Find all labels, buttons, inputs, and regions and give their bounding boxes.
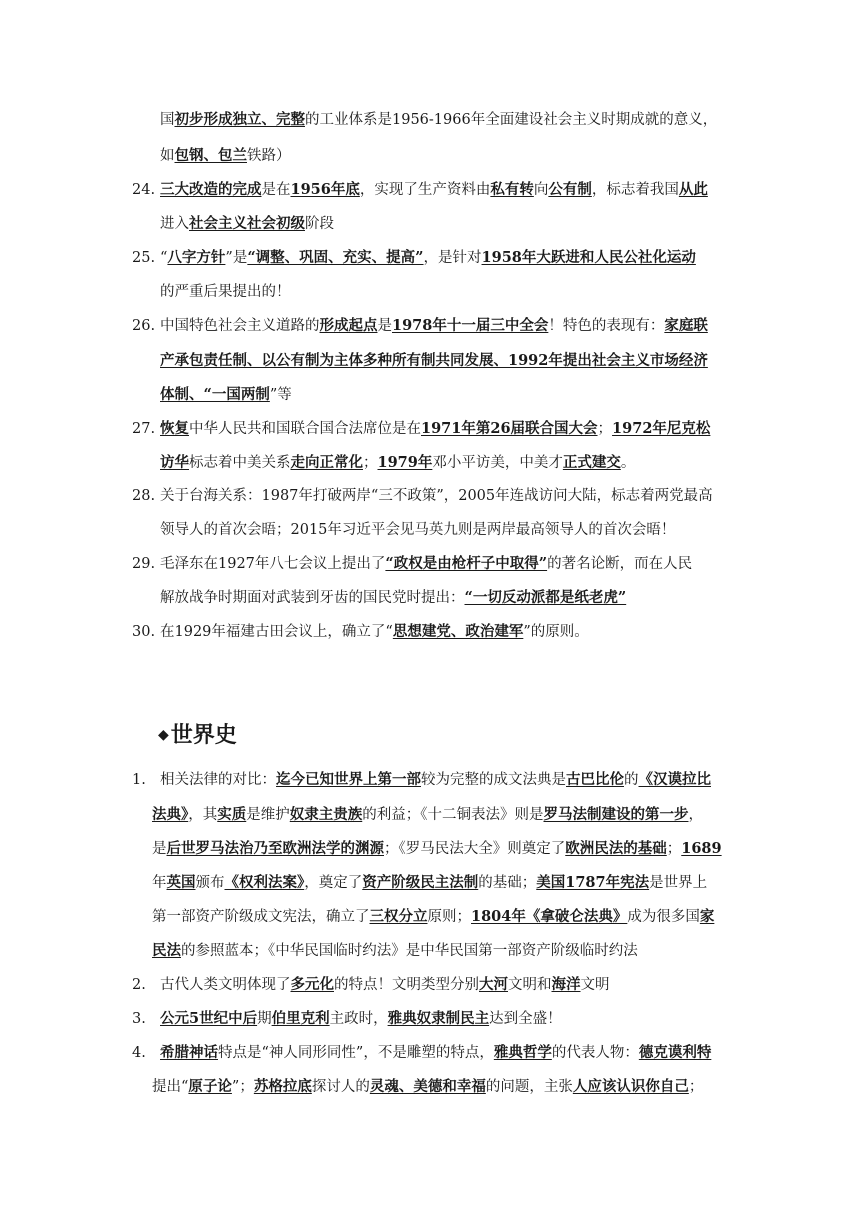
text-run: 的著名论断，而在人民 (547, 556, 693, 572)
text-run: 铁路） (247, 148, 291, 164)
text-run: 解放战争时期面对武装到牙齿的国民党时提出： (160, 590, 465, 606)
key-term: 《权利法案》 (224, 874, 305, 891)
text-line (160, 520, 675, 540)
text-run: 的严重后果提出的！ (160, 284, 291, 300)
key-term: 大河 (479, 976, 508, 993)
key-term: 伯里克利 (271, 1010, 330, 1027)
list-item-4 (132, 1043, 711, 1063)
key-term: 实质 (217, 806, 247, 823)
key-term: 公有制 (548, 181, 592, 198)
list-number: 2. (132, 977, 146, 993)
key-term: 迄今已知世界上第一部 (276, 771, 421, 788)
key-term: “一切反动派都是纸老虎” (464, 589, 627, 606)
text-line (160, 385, 292, 405)
key-term: 访华 (160, 454, 189, 471)
list-number: 29. (132, 556, 156, 572)
list-item-3 (132, 1009, 562, 1029)
key-term: 灵魂、美德和幸福 (369, 1078, 486, 1095)
text-run: 的基础； (478, 875, 537, 891)
text-run: 。 (620, 455, 636, 471)
text-run: 文明和 (508, 977, 552, 993)
key-term: 社会主义社会初级 (189, 215, 305, 232)
list-item-30 (132, 622, 589, 642)
text-run: 原则； (427, 909, 471, 925)
key-term: 多元化 (290, 976, 334, 993)
list-item-29 (132, 554, 692, 574)
text-run: ； (666, 841, 682, 857)
key-term: 1689 (681, 840, 722, 857)
key-term: 苏格拉底 (253, 1078, 312, 1095)
key-term: 民法 (152, 942, 181, 959)
text-run: ，其 (188, 807, 218, 823)
key-term: 雅典哲学 (493, 1044, 552, 1061)
list-number: 3. (132, 1011, 146, 1027)
text-run: ”； (231, 1079, 254, 1095)
text-run: 古代人类文明体现了 (160, 977, 291, 993)
text-run: ；《罗马民法大全》则奠定了 (384, 841, 566, 857)
text-line (160, 282, 291, 302)
text-run: “ (160, 250, 168, 266)
text-run: 进入 (160, 216, 189, 232)
text-run: 阶段 (305, 216, 334, 232)
list-item-24 (132, 180, 708, 200)
text-run: ！特色的表现有： (548, 318, 665, 334)
text-line (160, 588, 626, 608)
text-run: 国 (160, 112, 175, 128)
text-run: 的工业体系是1956-1966年全面建设社会主义时期成就的意义， (305, 112, 718, 128)
key-term: 私有转 (490, 181, 534, 198)
key-term: 古巴比伦 (566, 771, 624, 788)
key-term: 《汉谟拉比 (638, 771, 711, 788)
key-term: 1971年第26届联合国大会 (421, 420, 598, 437)
key-term: 罗马法制建设的第一步 (543, 806, 689, 823)
text-run: 年 (152, 875, 167, 891)
key-term: 美国1787年宪法 (536, 874, 650, 891)
list-item-2 (132, 975, 610, 995)
list-number: 1. (132, 772, 146, 788)
text-run: ”等 (269, 387, 292, 403)
text-run: 是维护 (246, 807, 290, 823)
key-term: 公元5世纪中后 (160, 1010, 258, 1027)
text-run: 如 (160, 148, 175, 164)
key-term: 欧洲民法的基础 (565, 840, 667, 857)
text-run: 提出“ (152, 1079, 189, 1095)
text-run: 探讨人的 (311, 1079, 370, 1095)
list-number: 4. (132, 1045, 146, 1061)
key-term: 产承包责任制、以公有制为主体多种所有制共同发展、1992年提出社会主义市场经济 (160, 352, 708, 369)
text-run: 是 (377, 318, 392, 334)
text-run: 第一部资产阶级成文宪法，确立了 (152, 909, 370, 925)
key-term: 雅典奴隶制民主 (387, 1010, 490, 1027)
key-term: 1956年底 (290, 181, 360, 198)
text-run: 较为完整的成文法典是 (421, 772, 566, 788)
text-line (152, 1077, 703, 1097)
text-line (152, 839, 722, 859)
key-term: 形成起点 (319, 317, 378, 334)
text-run: ，实现了生产资料由 (359, 182, 491, 198)
key-term: 思想建党、政治建军 (392, 623, 524, 640)
key-term: 希腊神话 (160, 1044, 218, 1061)
list-item-27 (132, 419, 710, 439)
list-item-1 (132, 770, 711, 790)
text-run: 期 (257, 1011, 272, 1027)
list-item-26 (132, 316, 708, 336)
text-line (160, 351, 708, 371)
key-term: 正式建交 (562, 454, 621, 471)
text-run: 的特点！文明类型分别 (334, 977, 479, 993)
key-term: 1972年尼克松 (612, 420, 711, 437)
text-run: 向 (533, 182, 549, 198)
text-run: ，标志着我国 (591, 182, 679, 198)
section-title: 世界史 (170, 723, 237, 748)
diamond-bullet-icon: ◆ (158, 727, 169, 743)
list-number: 27. (132, 421, 156, 437)
text-run: 颁布 (195, 875, 225, 891)
key-term: 体制、“一国两制 (160, 386, 270, 403)
list-number: 28. (132, 488, 156, 504)
text-line (152, 907, 714, 927)
text-line (152, 805, 703, 825)
list-item-28 (132, 486, 713, 506)
key-term: 包钢、包兰 (174, 147, 247, 164)
key-term: 家庭联 (664, 317, 708, 334)
key-term: 从此 (678, 181, 708, 198)
text-run: 的问题，主张 (485, 1079, 573, 1095)
text-run: 在1929年福建古田会议上，确立了“ (160, 624, 393, 640)
key-term: 八字方针 (167, 249, 226, 266)
text-run: 主政时， (329, 1011, 388, 1027)
text-run: 毛泽东在1927年八七会议上提出了 (160, 556, 386, 572)
text-run: ，奠定了 (304, 875, 363, 891)
text-run: 达到全盛！ (489, 1011, 562, 1027)
list-number: 30. (132, 624, 156, 640)
text-run: ； (597, 421, 613, 437)
key-term: 三权分立 (369, 908, 428, 925)
key-term: 奴隶主贵族 (289, 806, 363, 823)
key-term: 走向正常化 (290, 454, 363, 471)
text-run: 的代表人物： (551, 1045, 639, 1061)
text-run: 文明 (580, 977, 610, 993)
text-run: 邓小平访美，中美才 (432, 455, 563, 471)
key-term: 1804年《拿破仑法典》 (471, 908, 628, 925)
text-run: ”的原则。 (523, 624, 589, 640)
key-term: 三大改造的完成 (160, 181, 262, 198)
text-run: 的参照蓝本；《中华民国临时约法》是中华民国第一部资产阶级临时约法 (181, 943, 638, 959)
key-term: 原子论 (188, 1078, 232, 1095)
key-term: 英国 (166, 874, 196, 891)
key-term: 1979年 (377, 454, 433, 471)
text-line (160, 110, 717, 130)
text-run: 的利益；《十二铜表法》则是 (362, 807, 544, 823)
text-run: ”是 (225, 250, 248, 266)
text-run: ，是针对 (423, 250, 482, 266)
text-line (152, 941, 638, 961)
text-line (160, 453, 635, 473)
key-term: “政权是由枪杆子中取得” (385, 555, 548, 572)
key-term: 1978年十一届三中全会 (392, 317, 549, 334)
key-term: 人应该认识你自己 (572, 1078, 689, 1095)
key-term: 海洋 (551, 976, 581, 993)
text-run: 是 (152, 841, 167, 857)
text-run: 是世界上 (649, 875, 708, 891)
key-term: 德克谟利特 (638, 1044, 712, 1061)
key-term: 后世罗马法治乃至欧洲法学的渊源 (166, 840, 384, 857)
key-term: 1958年大跃进和人民公社化运动 (481, 249, 696, 266)
text-run: 关于台海关系：1987年打破两岸“三不政策”，2005年连战访问大陆，标志着两党最高 (160, 488, 713, 504)
text-run: 成为很多国 (627, 909, 700, 925)
text-run: 领导人的首次会晤；2015年习近平会见马英九则是两岸最高领导人的首次会晤！ (160, 522, 676, 538)
text-run: 的 (624, 772, 639, 788)
key-term: 恢复 (160, 420, 189, 437)
key-term: 法典》 (152, 806, 189, 823)
text-run: 中国特色社会主义道路的 (160, 318, 320, 334)
text-run: 标志着中美关系 (189, 455, 291, 471)
list-number: 24. (132, 182, 156, 198)
text-run: ； (363, 455, 378, 471)
text-run: 特点是“神人同形同性”，不是雕塑的特点， (218, 1045, 494, 1061)
key-term: “调整、巩固、充实、提高” (247, 249, 424, 266)
text-run: 是在 (261, 182, 291, 198)
list-number: 26. (132, 318, 156, 334)
list-number: 25. (132, 250, 156, 266)
text-line (160, 146, 291, 166)
key-term: 资产阶级民主法制 (362, 874, 479, 891)
text-line (152, 873, 707, 893)
text-run: ； (688, 1079, 704, 1095)
text-run: 相关法律的对比： (160, 772, 276, 788)
section-heading (158, 720, 237, 751)
text-run: 中华人民共和国联合国合法席位是在 (189, 421, 421, 437)
key-term: 初步形成独立、完整 (174, 111, 305, 128)
text-run: ， (688, 807, 703, 823)
key-term: 家 (699, 908, 715, 925)
list-item-25 (132, 248, 696, 268)
text-line (160, 214, 334, 234)
